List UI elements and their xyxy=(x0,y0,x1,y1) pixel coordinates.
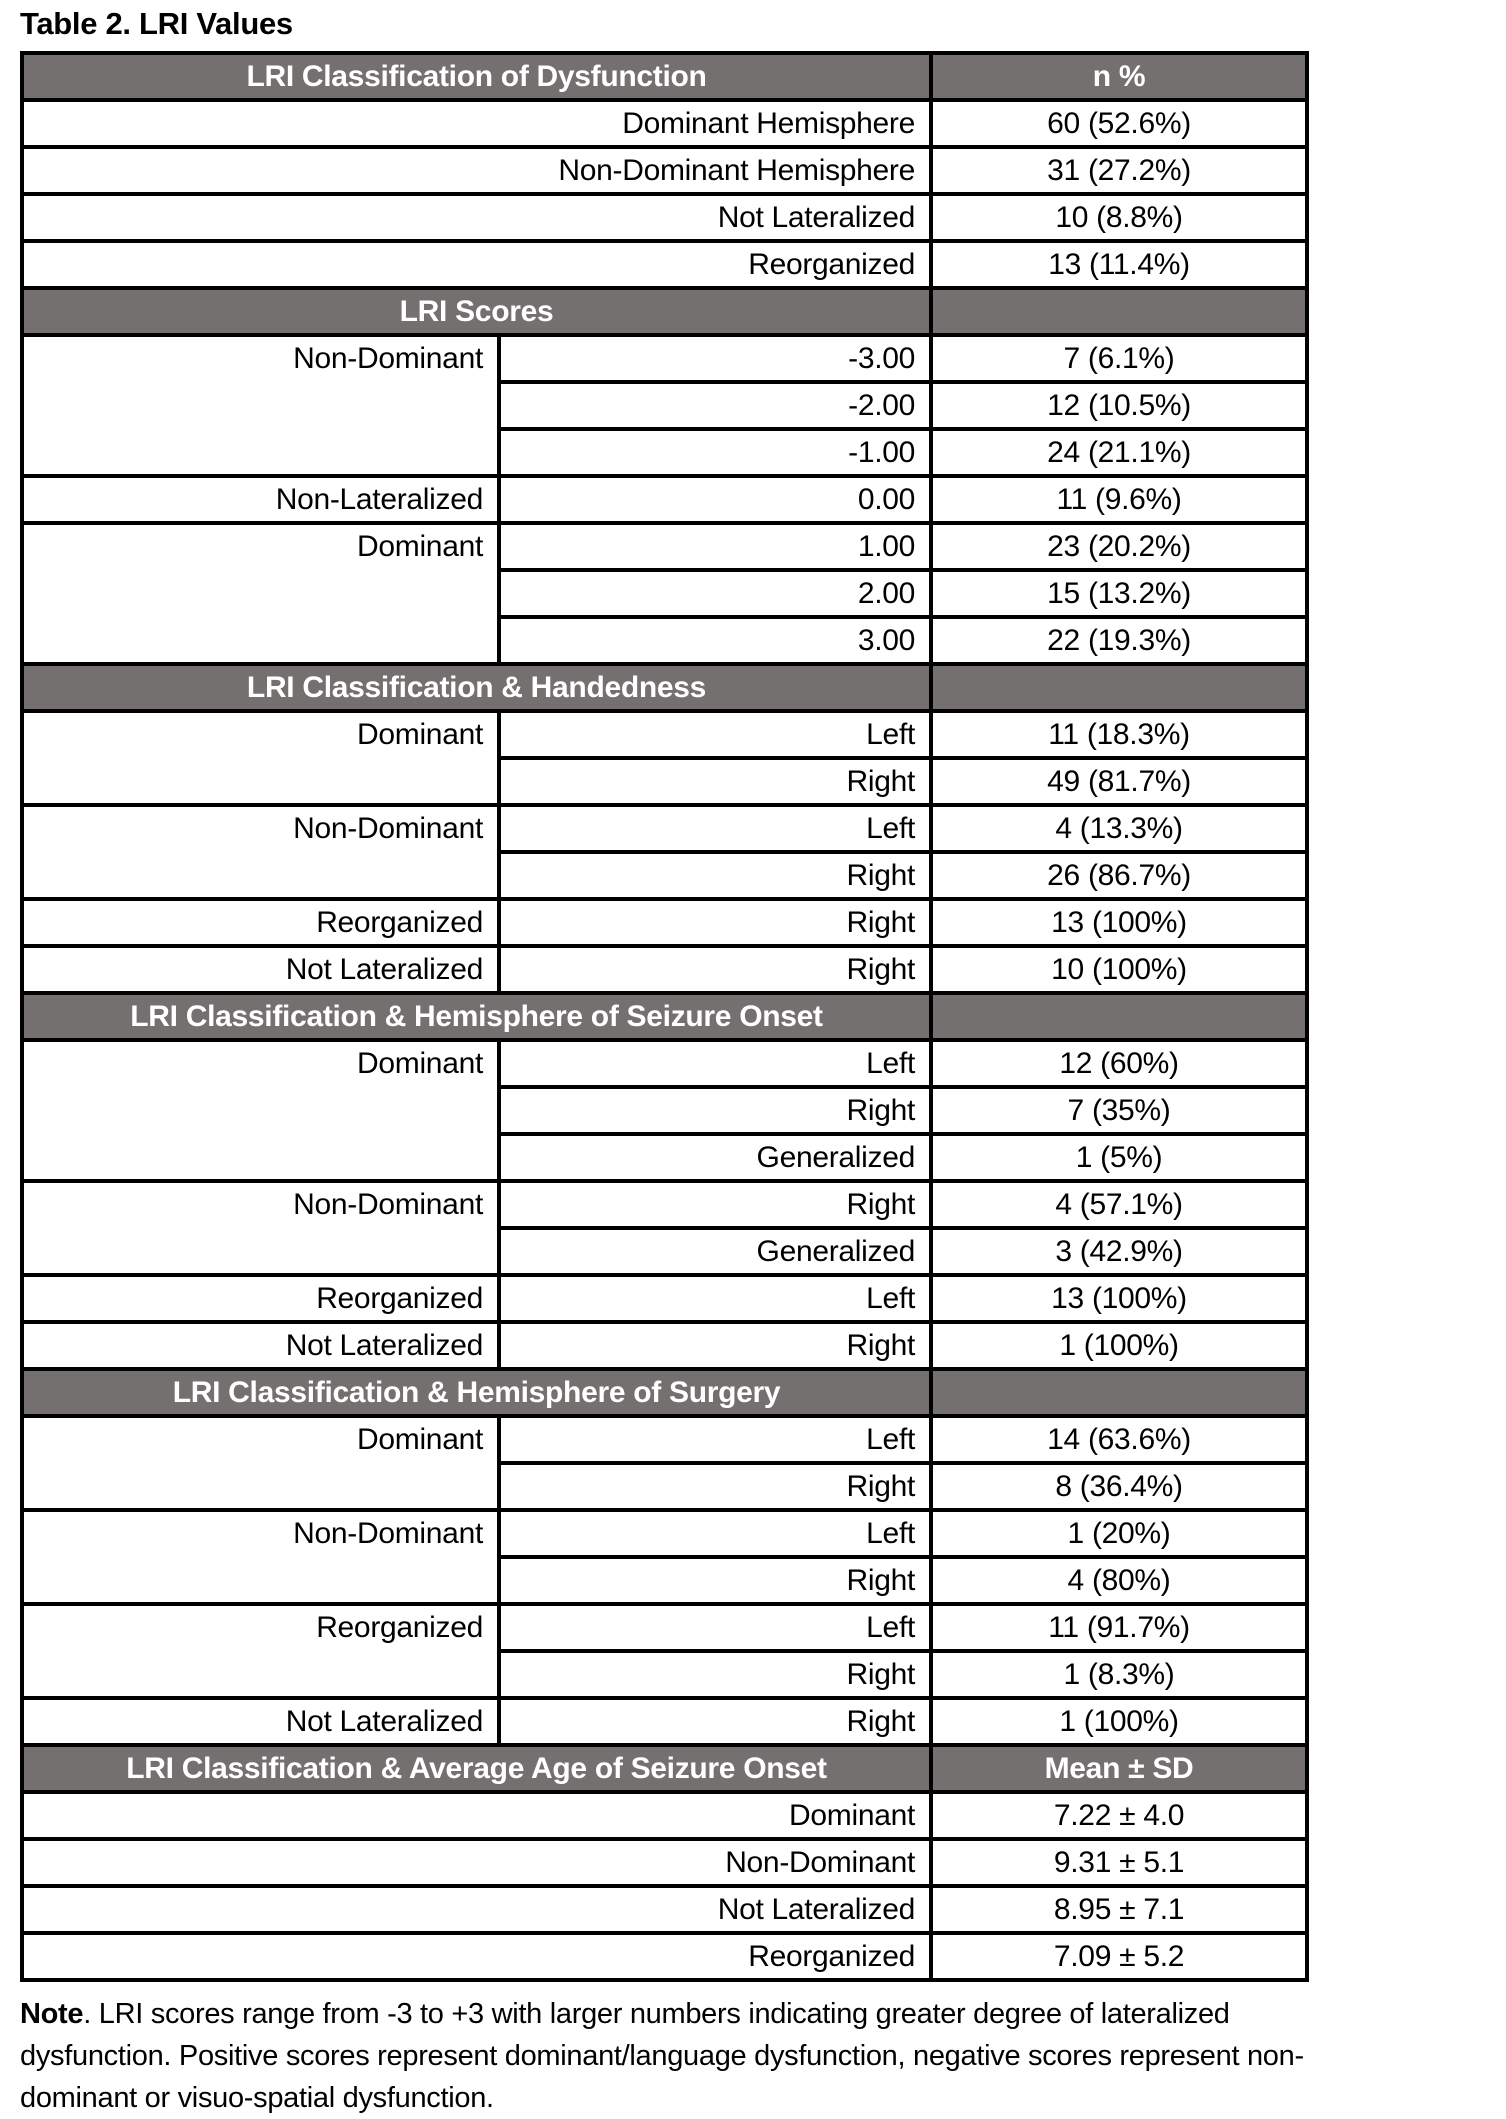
sub-label: Left xyxy=(499,805,931,852)
row-label: Reorganized xyxy=(22,241,931,288)
row-label: Not Lateralized xyxy=(22,1886,931,1933)
row-value: 1 (100%) xyxy=(931,1698,1307,1745)
sub-label: Left xyxy=(499,1510,931,1557)
row-value: 60 (52.6%) xyxy=(931,100,1307,147)
row-value: 49 (81.7%) xyxy=(931,758,1307,805)
column-header-mean-sd: Mean ± SD xyxy=(931,1745,1307,1792)
table-row xyxy=(22,335,1307,382)
section-header-row xyxy=(22,1745,1307,1792)
sub-label: Left xyxy=(499,1040,931,1087)
row-value: 1 (20%) xyxy=(931,1510,1307,1557)
table-row xyxy=(22,1040,1307,1087)
row-value: 10 (8.8%) xyxy=(931,194,1307,241)
row-value: 4 (80%) xyxy=(931,1557,1307,1604)
sub-label: Left xyxy=(499,1275,931,1322)
row-label: Not Lateralized xyxy=(22,194,931,241)
row-value: 22 (19.3%) xyxy=(931,617,1307,664)
group-label: Not Lateralized xyxy=(22,1698,499,1745)
sub-label: Generalized xyxy=(499,1134,931,1181)
sub-label: Right xyxy=(499,1463,931,1510)
sub-label: Right xyxy=(499,946,931,993)
table-row xyxy=(22,1933,1307,1980)
row-value: 24 (21.1%) xyxy=(931,429,1307,476)
row-value: 13 (100%) xyxy=(931,899,1307,946)
row-value: 12 (10.5%) xyxy=(931,382,1307,429)
group-label: Dominant xyxy=(22,523,499,664)
row-value: 8.95 ± 7.1 xyxy=(931,1886,1307,1933)
row-value: 11 (9.6%) xyxy=(931,476,1307,523)
sub-label: Right xyxy=(499,1322,931,1369)
row-value: 10 (100%) xyxy=(931,946,1307,993)
table-row xyxy=(22,1698,1307,1745)
row-value: 4 (13.3%) xyxy=(931,805,1307,852)
row-value: 15 (13.2%) xyxy=(931,570,1307,617)
table-row xyxy=(22,946,1307,993)
row-label: Dominant xyxy=(22,1792,931,1839)
row-value: 11 (91.7%) xyxy=(931,1604,1307,1651)
sub-label: 2.00 xyxy=(499,570,931,617)
table-row xyxy=(22,194,1307,241)
lri-values-table xyxy=(20,51,1309,1982)
group-label: Not Lateralized xyxy=(22,1322,499,1369)
row-value: 1 (8.3%) xyxy=(931,1651,1307,1698)
table-row xyxy=(22,1604,1307,1651)
sub-label: Left xyxy=(499,711,931,758)
section-header-spacer xyxy=(931,1369,1307,1416)
table-row xyxy=(22,805,1307,852)
table-note xyxy=(20,1993,1506,2119)
sub-label: Right xyxy=(499,1087,931,1134)
sub-label: Left xyxy=(499,1416,931,1463)
row-label: Non-Dominant Hemisphere xyxy=(22,147,931,194)
section-header-spacer xyxy=(931,288,1307,335)
group-label: Dominant xyxy=(22,711,499,805)
sub-label: Right xyxy=(499,1557,931,1604)
note-line xyxy=(20,1993,1506,2035)
sub-label: Right xyxy=(499,1651,931,1698)
row-value: 12 (60%) xyxy=(931,1040,1307,1087)
sub-label: -1.00 xyxy=(499,429,931,476)
section-header-row xyxy=(22,53,1307,100)
table-title: Table 2. LRI Values xyxy=(20,6,293,41)
table-row xyxy=(22,1416,1307,1463)
sub-label: Right xyxy=(499,852,931,899)
group-label: Reorganized xyxy=(22,1275,499,1322)
sub-label: Right xyxy=(499,899,931,946)
table-row xyxy=(22,100,1307,147)
row-label: Reorganized xyxy=(22,1933,931,1980)
table-row xyxy=(22,1839,1307,1886)
sub-label: -3.00 xyxy=(499,335,931,382)
sub-label: Right xyxy=(499,1698,931,1745)
group-label: Reorganized xyxy=(22,899,499,946)
note-line-text: . LRI scores range from -3 to +3 with larger numbers indicating greater degree of lateralized xyxy=(83,1998,1230,2030)
row-label: Dominant Hemisphere xyxy=(22,100,931,147)
group-label: Reorganized xyxy=(22,1604,499,1698)
section-header-row xyxy=(22,1369,1307,1416)
sub-label: Right xyxy=(499,758,931,805)
row-value: 11 (18.3%) xyxy=(931,711,1307,758)
section-header-spacer xyxy=(931,664,1307,711)
row-value: 8 (36.4%) xyxy=(931,1463,1307,1510)
row-value: 31 (27.2%) xyxy=(931,147,1307,194)
sub-label: 0.00 xyxy=(499,476,931,523)
note-lead: Note xyxy=(20,1998,84,2030)
group-label: Not Lateralized xyxy=(22,946,499,993)
table-row xyxy=(22,711,1307,758)
row-value: 14 (63.6%) xyxy=(931,1416,1307,1463)
row-value: 7.09 ± 5.2 xyxy=(931,1933,1307,1980)
note-line: dysfunction. Positive scores represent dominant/language dysfunction, negative scores represent non- xyxy=(20,2040,1304,2072)
column-header-n-pct: n % xyxy=(931,53,1307,100)
row-value: 7 (6.1%) xyxy=(931,335,1307,382)
group-label: Dominant xyxy=(22,1040,499,1181)
row-value: 1 (5%) xyxy=(931,1134,1307,1181)
section-header-row xyxy=(22,664,1307,711)
table-row xyxy=(22,1322,1307,1369)
section-header-lri-scores: LRI Scores xyxy=(22,288,931,335)
table-row xyxy=(22,1792,1307,1839)
row-value: 13 (11.4%) xyxy=(931,241,1307,288)
group-label: Dominant xyxy=(22,1416,499,1510)
sub-label: 3.00 xyxy=(499,617,931,664)
section-header-spacer xyxy=(931,993,1307,1040)
group-label: Non-Dominant xyxy=(22,1510,499,1604)
table-row xyxy=(22,523,1307,570)
group-label: Non-Dominant xyxy=(22,805,499,899)
note-line: dominant or visuo-spatial dysfunction. xyxy=(20,2082,494,2114)
section-header-seizure-onset: LRI Classification & Hemisphere of Seizure Onset xyxy=(22,993,931,1040)
section-header-row xyxy=(22,288,1307,335)
sub-label: -2.00 xyxy=(499,382,931,429)
section-header-surgery: LRI Classification & Hemisphere of Surgery xyxy=(22,1369,931,1416)
row-label: Non-Dominant xyxy=(22,1839,931,1886)
group-label: Non-Lateralized xyxy=(22,476,499,523)
row-value: 7 (35%) xyxy=(931,1087,1307,1134)
sub-label: Left xyxy=(499,1604,931,1651)
row-value: 7.22 ± 4.0 xyxy=(931,1792,1307,1839)
table-row xyxy=(22,1886,1307,1933)
table-row xyxy=(22,147,1307,194)
row-value: 1 (100%) xyxy=(931,1322,1307,1369)
row-value: 9.31 ± 5.1 xyxy=(931,1839,1307,1886)
section-header-handedness: LRI Classification & Handedness xyxy=(22,664,931,711)
table-row xyxy=(22,899,1307,946)
group-label: Non-Dominant xyxy=(22,335,499,476)
table-row xyxy=(22,1181,1307,1228)
section-header-row xyxy=(22,993,1307,1040)
table-row xyxy=(22,1275,1307,1322)
sub-label: Right xyxy=(499,1181,931,1228)
section-header-average-age: LRI Classification & Average Age of Seizure Onset xyxy=(22,1745,931,1792)
sub-label: Generalized xyxy=(499,1228,931,1275)
row-value: 26 (86.7%) xyxy=(931,852,1307,899)
row-value: 3 (42.9%) xyxy=(931,1228,1307,1275)
section-header-dysfunction: LRI Classification of Dysfunction xyxy=(22,53,931,100)
row-value: 13 (100%) xyxy=(931,1275,1307,1322)
table-row xyxy=(22,1510,1307,1557)
row-value: 4 (57.1%) xyxy=(931,1181,1307,1228)
row-value: 23 (20.2%) xyxy=(931,523,1307,570)
table-row xyxy=(22,241,1307,288)
table-row xyxy=(22,476,1307,523)
group-label: Non-Dominant xyxy=(22,1181,499,1275)
sub-label: 1.00 xyxy=(499,523,931,570)
